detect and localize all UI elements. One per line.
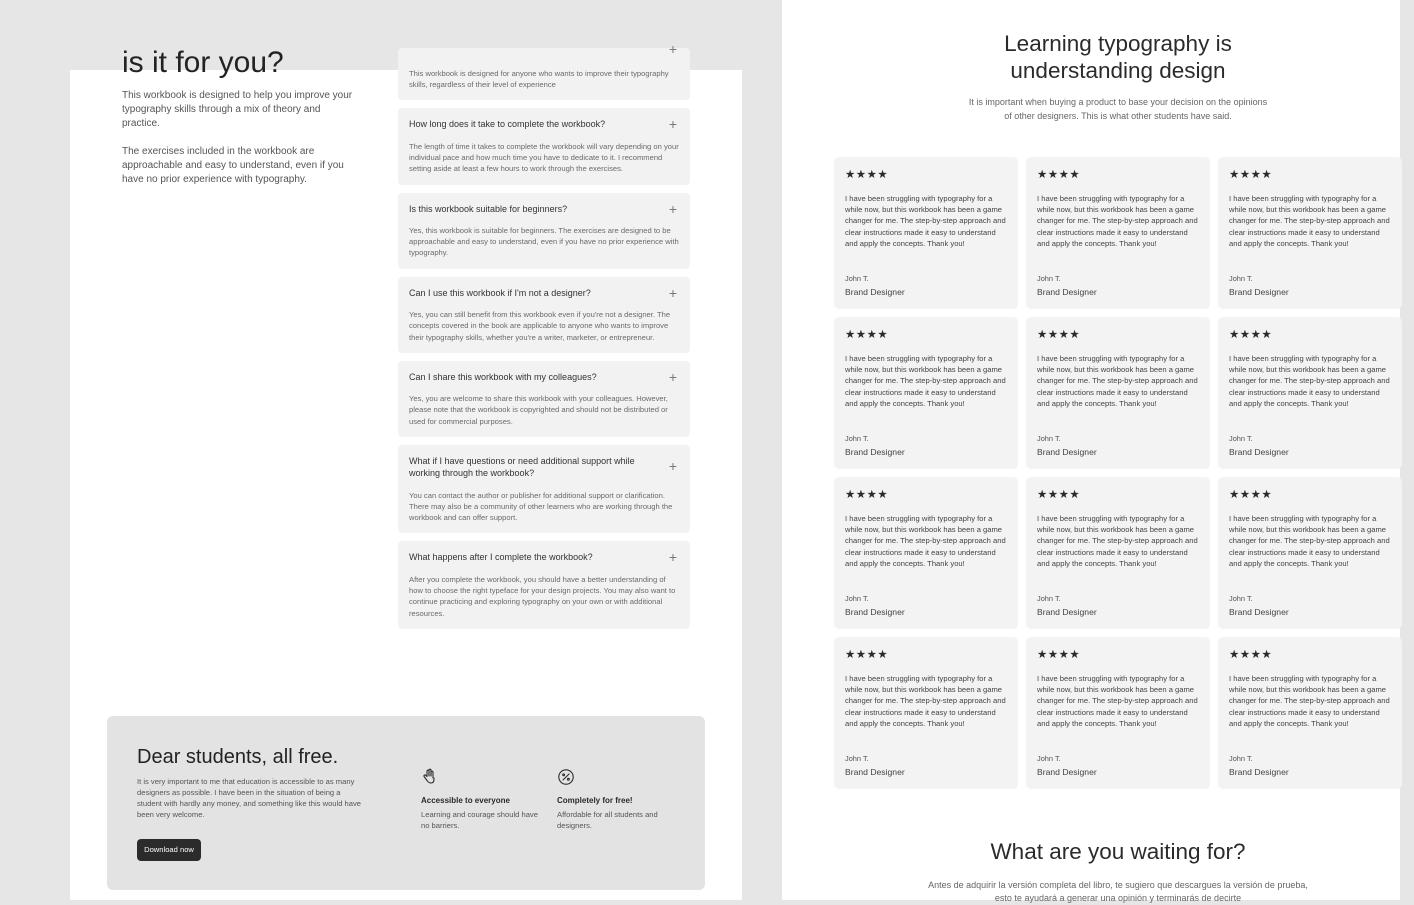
faq-item[interactable] bbox=[398, 108, 690, 184]
faq-question: Can I share this workbook with my colleagues? bbox=[409, 371, 597, 382]
faq-page bbox=[70, 41, 742, 900]
testimonial-quote: I have been struggling with typography for a while now, but this workbook has been a game changer for me. The step-by-step approach and clear instructions made it easy to understand and apply the concepts. Thank you! bbox=[1037, 194, 1198, 248]
star-rating-icon: ★★★★ bbox=[1037, 649, 1081, 661]
star-rating-icon: ★★★★ bbox=[1037, 169, 1081, 181]
testimonial-quote: I have been struggling with typography for a while now, but this workbook has been a game changer for me. The step-by-step approach and clear instructions made it easy to understand and apply the concepts. Thank you! bbox=[845, 514, 1006, 568]
cta-text: Antes de adquirir la versión completa del libro, te sugiero que descargues la versión de prueba, esto te ayudará a generar una opinión y terminarás de decirte bbox=[928, 880, 1308, 903]
testimonial-card bbox=[1218, 637, 1402, 789]
faq-item[interactable] bbox=[398, 361, 690, 437]
star-rating-icon: ★★★★ bbox=[845, 489, 889, 501]
testimonial-role: Brand Designer bbox=[845, 607, 905, 617]
testimonial-author: John T. bbox=[845, 754, 869, 763]
faq-item[interactable] bbox=[398, 41, 690, 100]
feature-title: Completely for free! bbox=[557, 796, 633, 805]
testimonial-card bbox=[1218, 477, 1402, 629]
percent-badge-icon bbox=[557, 768, 575, 786]
testimonial-card bbox=[1026, 317, 1210, 469]
hand-icon bbox=[421, 768, 439, 786]
faq-question: Is this workbook suitable for beginners? bbox=[409, 203, 568, 214]
testimonial-author: John T. bbox=[1037, 754, 1061, 763]
faq-item[interactable] bbox=[398, 193, 690, 269]
plus-icon[interactable]: + bbox=[668, 41, 677, 57]
star-rating-icon: ★★★★ bbox=[1229, 169, 1273, 181]
testimonial-role: Brand Designer bbox=[845, 767, 905, 777]
testimonial-quote: I have been struggling with typography for a while now, but this workbook has been a game changer for me. The step-by-step approach and clear instructions made it easy to understand and apply the concepts. Thank you! bbox=[845, 674, 1006, 728]
plus-icon[interactable]: + bbox=[668, 457, 677, 474]
testimonial-quote: I have been struggling with typography for a while now, but this workbook has been a game changer for me. The step-by-step approach and clear instructions made it easy to understand and apply the concepts. Thank you! bbox=[1037, 514, 1198, 568]
testimonial-quote: I have been struggling with typography for a while now, but this workbook has been a game changer for me. The step-by-step approach and clear instructions made it easy to understand and apply the concepts. Thank you! bbox=[1229, 674, 1390, 728]
feature-text: Affordable for all students and designers. bbox=[557, 810, 658, 830]
plus-icon[interactable]: + bbox=[668, 116, 677, 133]
testimonials-subtitle: It is important when buying a product to base your decision on the opinions of other designers. This is what other students have said. bbox=[968, 97, 1268, 121]
testimonial-author: John T. bbox=[845, 274, 869, 283]
faq-question: What happens after I complete the workbook? bbox=[409, 552, 593, 563]
star-rating-icon: ★★★★ bbox=[845, 649, 889, 661]
testimonials-page bbox=[782, 0, 1400, 903]
testimonials-grid bbox=[834, 157, 1414, 789]
promo-text: It is very important to me that education is accessible to as many designers as possible. I have been in the situation of being a student with hardly any money, and something like this would have been very welcome. bbox=[137, 777, 362, 819]
faq-answer: After you complete the workbook, you should have a better understanding of how to choose the right typeface for your design projects. You may also want to continue practicing and exploring typography on your own or with additional resources. bbox=[409, 574, 676, 618]
testimonial-author: John T. bbox=[1037, 594, 1061, 603]
feature-title: Accessible to everyone bbox=[421, 796, 510, 805]
testimonial-role: Brand Designer bbox=[1229, 447, 1289, 457]
download-now-button[interactable]: Download now bbox=[137, 839, 201, 861]
intro-heading: is it for you? bbox=[122, 46, 284, 79]
testimonial-card bbox=[834, 317, 1018, 469]
feature-free bbox=[557, 768, 677, 831]
testimonial-quote: I have been struggling with typography for a while now, but this workbook has been a game changer for me. The step-by-step approach and clear instructions made it easy to understand and apply the concepts. Thank you! bbox=[1037, 674, 1198, 728]
testimonial-card bbox=[1026, 477, 1210, 629]
intro-paragraph-2: The exercises included in the workbook are approachable and easy to understand, even if you have no prior experience with typography. bbox=[122, 146, 344, 185]
star-rating-icon: ★★★★ bbox=[1229, 649, 1273, 661]
promo-title: Dear students, all free. bbox=[137, 746, 339, 768]
testimonial-role: Brand Designer bbox=[1037, 447, 1097, 457]
star-rating-icon: ★★★★ bbox=[845, 169, 889, 181]
testimonial-author: John T. bbox=[845, 434, 869, 443]
testimonial-author: John T. bbox=[1229, 274, 1253, 283]
testimonial-role: Brand Designer bbox=[1229, 287, 1289, 297]
testimonial-role: Brand Designer bbox=[845, 287, 905, 297]
intro-paragraph-1: This workbook is designed to help you improve your typography skills through a mix of theory and practice. bbox=[122, 90, 353, 129]
testimonial-role: Brand Designer bbox=[1037, 767, 1097, 777]
free-for-students-banner bbox=[107, 716, 705, 890]
star-rating-icon: ★★★★ bbox=[1229, 489, 1273, 501]
testimonial-author: John T. bbox=[1229, 434, 1253, 443]
plus-icon[interactable]: + bbox=[668, 200, 677, 217]
faq-question: How long does it take to complete the workbook? bbox=[409, 119, 606, 130]
testimonial-author: John T. bbox=[1229, 594, 1253, 603]
faq-answer: This workbook is designed for anyone who wants to improve their typography skills, regardless of their level of experience bbox=[409, 69, 669, 90]
feature-accessible bbox=[421, 768, 541, 831]
testimonial-card bbox=[834, 477, 1018, 629]
testimonial-role: Brand Designer bbox=[1037, 607, 1097, 617]
testimonial-author: John T. bbox=[1037, 274, 1061, 283]
faq-answer: The length of time it takes to complete the workbook will vary depending on your individual pace and how much time you have to dedicate to it. I recommend setting aside at least a few hours to work through the exercises. bbox=[409, 141, 679, 174]
faq-answer: You can contact the author or publisher for additional support or clarification. There may also be a community of other learners who are working through the workbook and can offer support. bbox=[409, 490, 673, 523]
testimonial-author: John T. bbox=[1037, 434, 1061, 443]
testimonial-role: Brand Designer bbox=[1037, 287, 1097, 297]
faq-item[interactable] bbox=[398, 445, 690, 534]
testimonial-card bbox=[1026, 157, 1210, 309]
testimonial-role: Brand Designer bbox=[1229, 767, 1289, 777]
testimonial-quote: I have been struggling with typography for a while now, but this workbook has been a game changer for me. The step-by-step approach and clear instructions made it easy to understand and apply the concepts. Thank you! bbox=[1229, 354, 1390, 408]
plus-icon[interactable]: + bbox=[668, 368, 677, 385]
faq-item[interactable] bbox=[398, 277, 690, 353]
testimonial-quote: I have been struggling with typography for a while now, but this workbook has been a game changer for me. The step-by-step approach and clear instructions made it easy to understand and apply the concepts. Thank you! bbox=[845, 194, 1006, 248]
testimonial-card bbox=[1218, 317, 1402, 469]
plus-icon[interactable]: + bbox=[668, 549, 677, 566]
faq-question: What if I have questions or need additional support while working through the workbook? bbox=[409, 455, 635, 479]
star-rating-icon: ★★★★ bbox=[845, 329, 889, 341]
testimonial-quote: I have been struggling with typography for a while now, but this workbook has been a game changer for me. The step-by-step approach and clear instructions made it easy to understand and apply the concepts. Thank you! bbox=[1037, 354, 1198, 408]
star-rating-icon: ★★★★ bbox=[1229, 329, 1273, 341]
testimonial-quote: I have been struggling with typography for a while now, but this workbook has been a game changer for me. The step-by-step approach and clear instructions made it easy to understand and apply the concepts. Thank you! bbox=[845, 354, 1006, 408]
faq-answer: Yes, you are welcome to share this workbook with your colleagues. However, please note that the workbook is copyrighted and should not be distributed or used for commercial purposes. bbox=[409, 394, 668, 426]
plus-icon[interactable]: + bbox=[668, 284, 677, 301]
testimonial-quote: I have been struggling with typography for a while now, but this workbook has been a game changer for me. The step-by-step approach and clear instructions made it easy to understand and apply the concepts. Thank you! bbox=[1229, 514, 1390, 568]
testimonial-card bbox=[834, 157, 1018, 309]
testimonial-role: Brand Designer bbox=[1229, 607, 1289, 617]
testimonial-card bbox=[1026, 637, 1210, 789]
testimonial-role: Brand Designer bbox=[845, 447, 905, 457]
star-rating-icon: ★★★★ bbox=[1037, 329, 1081, 341]
cta-title: What are you waiting for? bbox=[990, 839, 1246, 864]
faq-list bbox=[398, 41, 690, 637]
faq-question: Can I use this workbook if I'm not a designer? bbox=[409, 287, 591, 298]
testimonial-card bbox=[1218, 157, 1402, 309]
feature-text: Learning and courage should have no barriers. bbox=[421, 810, 538, 830]
testimonial-card bbox=[834, 637, 1018, 789]
faq-answer: Yes, this workbook is suitable for beginners. The exercises are designed to be approachable and easy to understand, even if you have no prior experience with typography. bbox=[409, 226, 679, 258]
star-rating-icon: ★★★★ bbox=[1037, 489, 1081, 501]
testimonial-author: John T. bbox=[1229, 754, 1253, 763]
testimonials-title: Learning typography is understanding design bbox=[1004, 31, 1232, 83]
faq-answer: Yes, you can still benefit from this workbook even if you're not a designer. The concepts covered in the book are applicable to anyone who wants to improve their typography skills, whether you're a writer, marketer, or entrepreneur. bbox=[409, 310, 671, 342]
faq-item[interactable] bbox=[398, 541, 690, 628]
testimonial-quote: I have been struggling with typography for a while now, but this workbook has been a game changer for me. The step-by-step approach and clear instructions made it easy to understand and apply the concepts. Thank you! bbox=[1229, 194, 1390, 248]
testimonial-author: John T. bbox=[845, 594, 869, 603]
